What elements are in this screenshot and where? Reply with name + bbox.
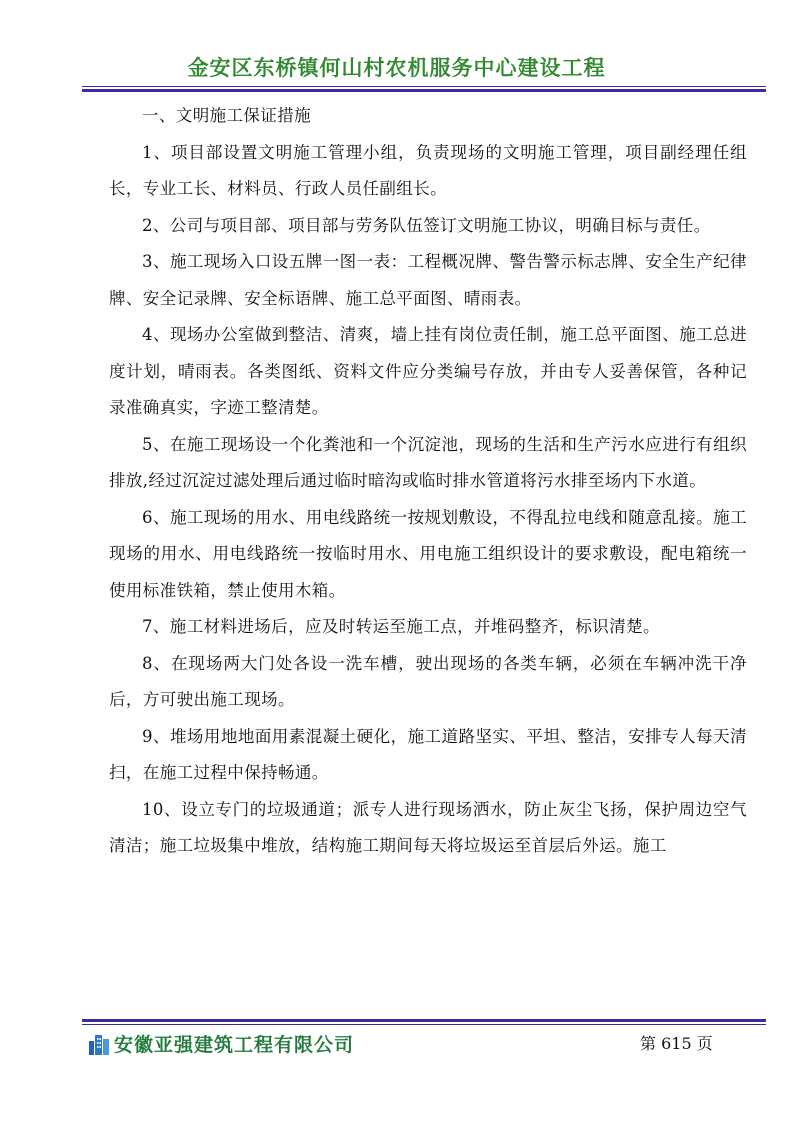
footer-rule-thin xyxy=(82,1024,766,1025)
paragraph-1: 1、项目部设置文明施工管理小组，负责现场的文明施工管理，项目副经理任组长，专业工长、材料员、行政人员任副组长。 xyxy=(109,142,747,198)
section-heading: 一、文明施工保证措施 xyxy=(142,106,311,125)
paragraph-9: 9、堆场用地地面用素混凝土硬化，施工道路坚实、平坦、整洁，安排专人每天清扫，在施工过程中保持畅通。 xyxy=(109,726,747,782)
paragraph-3: 3、施工现场入口设五牌一图一表：工程概况牌、警告警示标志牌、安全生产纪律牌、安全记录牌、安全标语牌、施工总平面图、晴雨表。 xyxy=(109,252,747,308)
page-number: 第 615 页 xyxy=(640,1034,713,1053)
document-body xyxy=(109,98,747,865)
paragraph-6: 6、施工现场的用水、用电线路统一按规划敷设，不得乱拉电线和随意乱接。施工现场的用水、用电线路统一按临时用水、用电施工组织设计的要求敷设，配电箱统一使用标准铁箱，禁止使用木箱。 xyxy=(109,507,747,600)
building-icon xyxy=(88,1032,110,1056)
paragraph-8: 8、在现场两大门处各设一洗车槽，驶出现场的各类车辆，必须在车辆冲洗干净后，方可驶出施工现场。 xyxy=(109,653,747,709)
footer-rule-thick xyxy=(82,1019,766,1022)
paragraph-10: 10、设立专门的垃圾通道；派专人进行现场洒水，防止灰尘飞扬，保护周边空气清洁；施工垃圾集中堆放，结构施工期间每天将垃圾运至首层后外运。施工 xyxy=(109,799,747,855)
footer-company xyxy=(88,1030,354,1057)
paragraph-4: 4、现场办公室做到整洁、清爽，墙上挂有岗位责任制，施工总平面图、施工总进度计划，晴雨表。各类图纸、资料文件应分类编号存放，并由专人妥善保管，各种记录准确真实，字迹工整清楚。 xyxy=(109,325,747,417)
header-rule-thick xyxy=(82,89,766,92)
paragraph-7: 7、施工材料进场后，应及时转运至施工点，并堆码整齐，标识清楚。 xyxy=(142,617,660,636)
paragraph-2: 2、公司与项目部、项目部与劳务队伍签订文明施工协议，明确目标与责任。 xyxy=(142,215,711,235)
company-name: 安徽亚强建筑工程有限公司 xyxy=(114,1034,355,1056)
header-rule-thin xyxy=(82,86,766,87)
paragraph-5: 5、在施工现场设一个化粪池和一个沉淀池，现场的生活和生产污水应进行有组织排放,经过沉淀过滤处理后通过临时暗沟或临时排水管道将污水排至场内下水道。 xyxy=(109,434,747,490)
header-title: 金安区东桥镇何山村农机服务中心建设工程 xyxy=(187,56,606,80)
